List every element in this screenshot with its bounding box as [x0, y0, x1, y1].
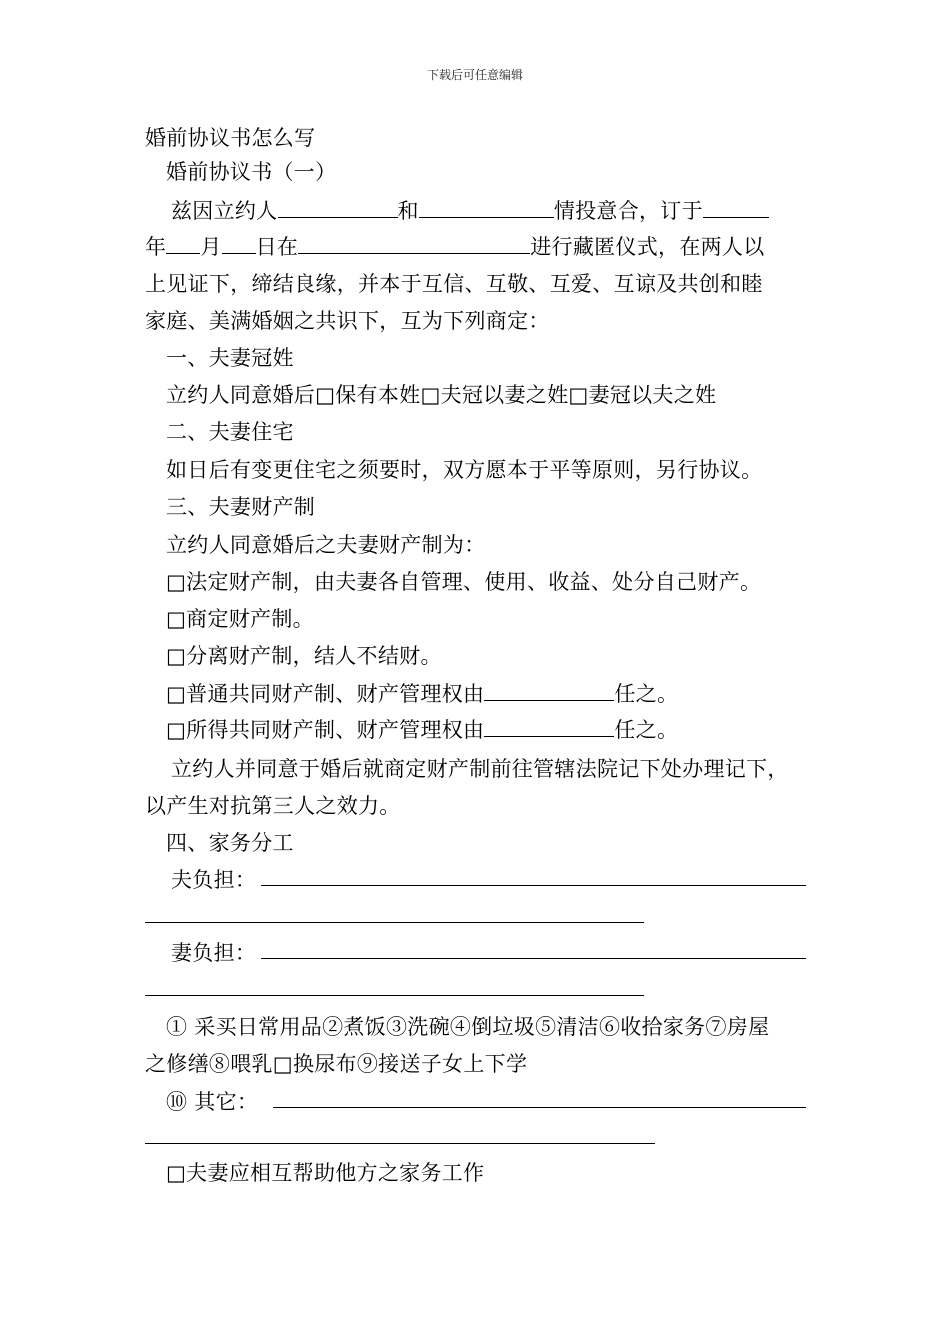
wife-duty-blank-cont[interactable] — [145, 995, 644, 996]
husband-duty-label: 夫负担： — [171, 868, 257, 892]
option-separate-property[interactable]: □分离财产制，结人不结财。 — [166, 644, 442, 668]
section-1-heading: 一、夫妻冠姓 — [166, 346, 294, 370]
location-blank[interactable] — [298, 233, 530, 254]
mutual-help-option[interactable]: □夫妻应相互帮助他方之家务工作 — [166, 1161, 485, 1185]
section-2-heading: 二、夫妻住宅 — [166, 420, 294, 444]
date-blank[interactable] — [703, 197, 769, 218]
section-1-line: 立约人同意婚后□保有本姓□夫冠以妻之姓□妻冠以夫之姓 — [166, 383, 717, 407]
option-text: 任之。 — [614, 718, 679, 742]
party-a-blank[interactable] — [278, 197, 398, 218]
intro-line-3: 上见证下，缔结良缘，并本于互信、互敬、互爱、互谅及共创和睦 — [145, 272, 763, 296]
husband-duty-blank[interactable] — [261, 885, 806, 886]
intro-text: 日在 — [255, 235, 299, 259]
section-3-line: 立约人同意婚后之夫妻财产制为： — [166, 533, 486, 557]
other-chores-label: ⑩ 其它： — [166, 1090, 259, 1114]
option-legal-property[interactable]: □法定财产制，由夫妻各自管理、使用、收益、处分自己财产。 — [166, 570, 762, 594]
agreement-subtitle: 婚前协议书（一） — [166, 160, 337, 184]
intro-text: 情投意合，订于 — [553, 199, 703, 223]
intro-line-2 — [145, 233, 765, 261]
intro-text: 兹因立约人 — [171, 199, 278, 223]
party-b-blank[interactable] — [419, 197, 554, 218]
intro-line-1 — [171, 197, 769, 225]
option-text: □所得共同财产制、财产管理权由 — [166, 718, 485, 742]
option-text: 任之。 — [614, 682, 679, 706]
wife-duty-blank[interactable] — [261, 958, 806, 959]
section-2-line: 如日后有变更住宅之须要时，双方愿本于平等原则，另行协议。 — [166, 458, 763, 482]
intro-text: 进行藏匿仪式，在两人以 — [530, 235, 765, 259]
section-4-heading: 四、家务分工 — [166, 831, 294, 855]
intro-text: 月 — [200, 235, 222, 259]
other-chores-blank-cont[interactable] — [145, 1143, 655, 1144]
other-chores-blank[interactable] — [273, 1107, 806, 1108]
chores-list-line-2: 之修缮⑧喂乳□换尿布⑨接送子女上下学 — [145, 1052, 528, 1076]
option-income-common-property[interactable] — [166, 716, 678, 744]
section-3-note-line-2: 以产生对抗第三人之效力。 — [145, 794, 401, 818]
document-title: 婚前协议书怎么写 — [145, 126, 316, 150]
section-3-note-line-1: 立约人并同意于婚后就商定财产制前往管辖法院记下处办理记下， — [171, 757, 789, 781]
year-blank[interactable] — [166, 233, 200, 254]
section-3-heading: 三、夫妻财产制 — [166, 495, 316, 519]
page-header: 下载后可任意编辑 — [426, 68, 523, 82]
option-general-common-property[interactable] — [166, 680, 678, 708]
husband-duty-blank-cont[interactable] — [145, 922, 644, 923]
month-blank[interactable] — [222, 233, 256, 254]
chores-list-line-1: ① 采买日常用品②煮饭③洗碗④倒垃圾⑤清洁⑥收拾家务⑦房屋 — [166, 1015, 770, 1039]
option-agreed-property[interactable]: □商定财产制。 — [166, 607, 314, 631]
intro-line-4: 家庭、美满婚姻之共识下，互为下列商定： — [145, 309, 550, 333]
manager-blank[interactable] — [484, 716, 614, 737]
option-text: □普通共同财产制、财产管理权由 — [166, 682, 485, 706]
manager-blank[interactable] — [484, 680, 614, 701]
intro-text: 年 — [145, 235, 167, 259]
intro-text: 和 — [397, 199, 419, 223]
wife-duty-label: 妻负担： — [171, 941, 257, 965]
